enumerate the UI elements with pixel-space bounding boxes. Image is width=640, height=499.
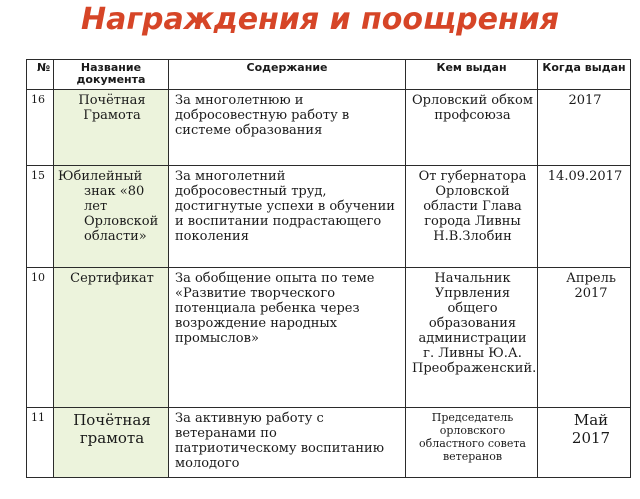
document-issuer: Орловский обком профсоюза: [406, 90, 538, 166]
row-number: 16: [27, 90, 54, 166]
table-row: [27, 268, 631, 408]
document-date: Май 2017: [538, 408, 631, 478]
document-date: 2017: [538, 90, 631, 166]
slide-title: Награждения и поощрения: [80, 2, 560, 37]
document-content: За активную работу с ветеранами по патриотическому воспитанию молодого: [169, 408, 406, 478]
table-row: [27, 166, 631, 268]
document-date: Апрель 2017: [538, 268, 631, 408]
document-date: 14.09.2017: [538, 166, 631, 268]
header-content: Содержание: [169, 60, 406, 90]
document-content: За многолетнюю и добросовестную работу в системе образования: [169, 90, 406, 166]
header-name: Название документа: [54, 60, 169, 90]
document-name: Сертификат: [54, 268, 169, 408]
document-content: За многолетний добросовестный труд, достигнутые успехи в обучении и воспитании подрастающего поколения: [169, 166, 406, 268]
awards-table: [26, 59, 631, 478]
document-name: Почётная грамота: [54, 408, 169, 478]
header-issuer: Кем выдан: [406, 60, 538, 90]
header-date: Когда выдан: [538, 60, 631, 90]
header-num: №: [27, 60, 54, 90]
document-content: За обобщение опыта по теме «Развитие творческого потенциала ребенка через возрождение народных промыслов»: [169, 268, 406, 408]
document-name: Юбилейный знак «80 лет Орловской области»: [54, 166, 169, 268]
header-row: [27, 60, 631, 90]
table-row: [27, 90, 631, 166]
document-issuer: Начальник Упрвления общего образования администрации г. Ливны Ю.А. Преображенский.: [406, 268, 538, 408]
document-issuer: От губернатора Орловской области Глава города Ливны Н.В.Злобин: [406, 166, 538, 268]
row-number: 11: [27, 408, 54, 478]
table-row: [27, 408, 631, 478]
document-issuer: Председатель орловского областного совета ветеранов: [406, 408, 538, 478]
awards-table-wrapper: [26, 59, 638, 499]
row-number: 15: [27, 166, 54, 268]
document-name: Почётная Грамота: [54, 90, 169, 166]
row-number: 10: [27, 268, 54, 408]
